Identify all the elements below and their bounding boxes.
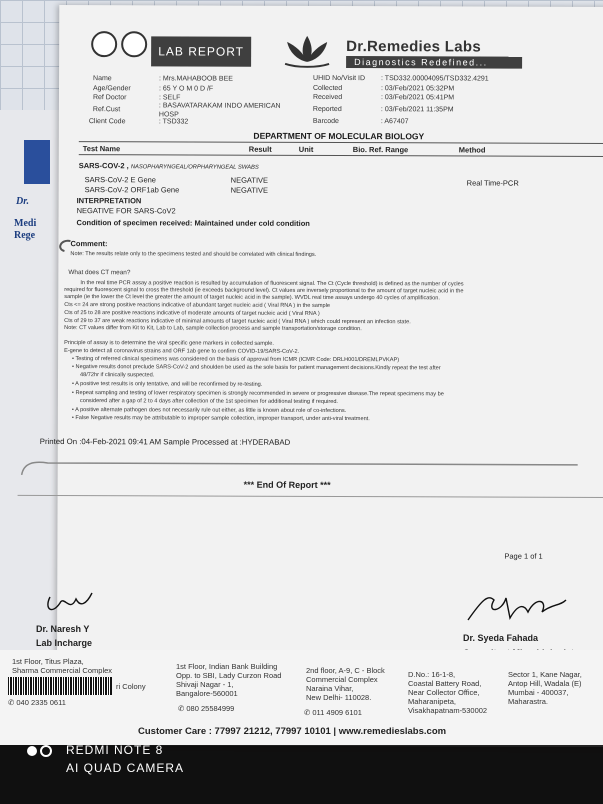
patient-age: : 65 Y O M 0 D /F [158,85,214,93]
test-row-result: NEGATIVE [230,185,269,195]
phone-number: ✆ 011 4909 6101 [304,708,362,717]
reported-label: Reported [312,105,342,114]
customer-care: Customer Care : 77997 21212, 77997 10101 | www.remedieslabs.com [138,726,447,737]
comment-note: Note: The results relate only to the specimens tested and should be correlated with clinical findings. [70,251,317,258]
camera-model: REDMI NOTE 8 [66,743,164,757]
specimen-condition: Condition of specimen received: Maintained under cold condition [76,218,310,228]
end-swoosh-icon [18,457,598,481]
comment-label: Comment: [70,239,108,249]
under-sheet-text: Dr. [16,196,30,207]
barcode-strip [8,677,112,695]
brand-name: Dr.Remedies Labs [346,38,482,56]
test-row-name: SARS-CoV-2 E Gene [84,175,156,185]
lotus-logo-icon [277,32,337,68]
interpretation-value: NEGATIVE FOR SARS-CoV2 [76,206,176,216]
ct-line: Cts of 25 to 28 are positive reactions indicative of moderate amounts of target nucleic acid ( Viral RNA ) [64,310,320,317]
header-ref-range: Bio. Ref. Range [352,145,409,155]
header-method: Method [458,145,486,155]
address-block: D.No.: 16-1-8, Coastal Battery Road, Near Collector Office, Maharanipeta, Visakhapatnam-530002 [408,670,488,715]
received-label: Received [312,93,343,102]
ct-line: Cts <= 24 are strong positive reactions indicative of abundant target nucleic acid ( Viral RNA ) in the sample [64,302,331,309]
interpretation-label: INTERPRETATION [76,196,142,206]
header-test-name: Test Name [82,144,121,154]
ct-line: Cts of 29 to 37 are weak reactions indicative of minimal amounts of target nucleic acid ( Viral RNA ) which could represent an infection state. [64,318,411,326]
bullet-item: • False Negative results may be attributable to improper sample collection, improper transport, under anti-viral treatment. [71,415,370,423]
department-title: DEPARTMENT OF MOLECULAR BIOLOGY [253,130,425,142]
test-title: SARS-COV-2 , NASOPHARYNGEAL/ORPHARYNGEAL SWABS [78,161,259,171]
bullet-item-continued: considered after a gap of 2 to 4 days after collection of the 1st specimen for additional testing if required. [79,398,339,406]
bullet-item: • Repeat sampling and testing of lower respiratory specimen is strongly recommended in severe or progressive disease.The repeat specimens may be [71,390,444,398]
signatory-name: Dr. Syeda Fahada [463,633,539,643]
reported-value: : 03/Feb/2021 11:35PM [380,106,454,114]
client-label: Client Code [88,118,126,126]
address-block: 2nd floor, A-9, C - Block Commercial Complex Naraina Vihar, New Delhi- 110028. [306,666,385,702]
signatory-role: Lab Incharge [36,638,93,648]
camera-sub: AI QUAD CAMERA [66,761,185,775]
ct-line: sample (ie the lower the Ct level the greater the amount of target nucleic acid in the sample). WVDL real time assays undergo 40 cycles of amplification. [64,294,440,302]
principle-line: E-gene to detect all coronavirus strains and ORF 1ab gene to confirm COVID-19/SARS-CoV-2. [64,348,300,355]
doctor-label: Ref Doctor [92,94,127,102]
uhid-value: : TSD332.00004095/TSD332.4291 [381,75,489,83]
client-code: : TSD332 [158,118,189,126]
age-label: Age/Gender [92,85,131,93]
bullet-item: • A positive alternate pathogen does not necessarily rule out either, as little is known about role of co-infections. [71,407,347,415]
under-sheet-text: Medi [14,218,37,229]
signature-naresh [42,585,102,617]
collected-value: : 03/Feb/2021 05:32PM [380,85,455,93]
brand-tagline: Diagnostics Redefined... [346,56,522,69]
principle-line: Principle of assay is to determine the viral specific gene markers in collected sample. [64,340,274,347]
bullet-item: • Testing of referred clinical specimens was considered on the basis of approval from ICMR (ICMR Code: DRLH001/DREMLPVKAP) [72,356,400,364]
header-unit: Unit [298,144,314,154]
bullet-item: • A positive test results is only tentative, and will be reconfirmed by re-testing. [71,381,263,388]
phone-number: ✆ 080 25584999 [178,704,235,713]
uhid-label: UHID No/Visit ID [313,74,366,83]
test-method: Real Time-PCR [466,178,519,188]
nabl-seal-icon [91,31,117,57]
refcust-label: Ref.Cust [92,106,121,114]
name-label: Name [93,75,112,83]
test-row-name: SARS-CoV-2 ORF1ab Gene [84,185,180,195]
bullet-item: • Negative results donot preclude SARS-CoV-2 and shoulden be used as the sole basis for patient management decisions.Kindly repeat the test after [72,364,441,372]
signature-syeda [462,590,572,626]
phone-number: ✆ 040 2335 0611 [8,698,66,707]
barcode-value: : A67407 [380,118,409,126]
ct-question: What does CT mean? [68,269,131,277]
address-block: Sector 1, Kane Nagar, Antop Hill, Wadala (E) Mumbai - 400037, Maharastra. [508,670,582,706]
ct-line: required for fluorescent signal to cross the threshold (ie exceeds background level). Ct values are inversely proportional to the amount of target nucleic acid in the [64,287,464,295]
end-of-report: *** End Of Report *** [243,479,331,490]
page-number: Page 1 of 1 [504,551,543,561]
under-sheet-text: Rege [14,230,36,241]
collected-label: Collected [312,84,343,93]
camera-dots-icon [26,744,56,758]
bullet-item-continued: 48/72hr if clinically suspected. [79,372,155,379]
received-value: : 03/Feb/2021 05:41PM [380,94,455,102]
barcode-label: Barcode [312,117,339,126]
address-block: 1st Floor, Indian Bank Building Opp. to SBI, Lady Curzon Road Shivaji Nagar - 1, Bangalore-560001 [176,662,282,698]
under-sheet-logo [24,140,50,184]
table-header-row [79,141,603,157]
address-block: 1st Floor, Titus Plaza, Sharma Commercial Complex [12,657,113,675]
ct-line: Note: CT values differ from Kit to Kit, Lab to Lab, sample collection process and sample transportation/storage condition. [64,325,362,333]
ref-doctor: : SELF [158,94,181,102]
ct-line: In the real time PCR assay a positive reaction is resulted by accumulation of fluorescent signal. The Ct (Cycle threshold) is defined as the number of cycles [80,280,464,288]
test-row-result: NEGATIVE [230,175,269,185]
header-result: Result [248,144,272,154]
address-block: ri Colony [116,682,146,691]
printed-info: Printed On :04-Feb-2021 09:41 AM Sample Processed at :HYDERABAD [39,436,291,447]
lab-report-banner: LAB REPORT [151,36,251,66]
footer-addresses [0,650,603,745]
patient-name: : Mrs.MAHABOOB BEE [159,75,233,83]
ref-cust: : BASAVATARAKAM INDO AMERICAN HOSP [158,102,281,119]
iso-seal-icon [121,31,147,57]
signatory-name: Dr. Naresh Y [36,624,90,634]
